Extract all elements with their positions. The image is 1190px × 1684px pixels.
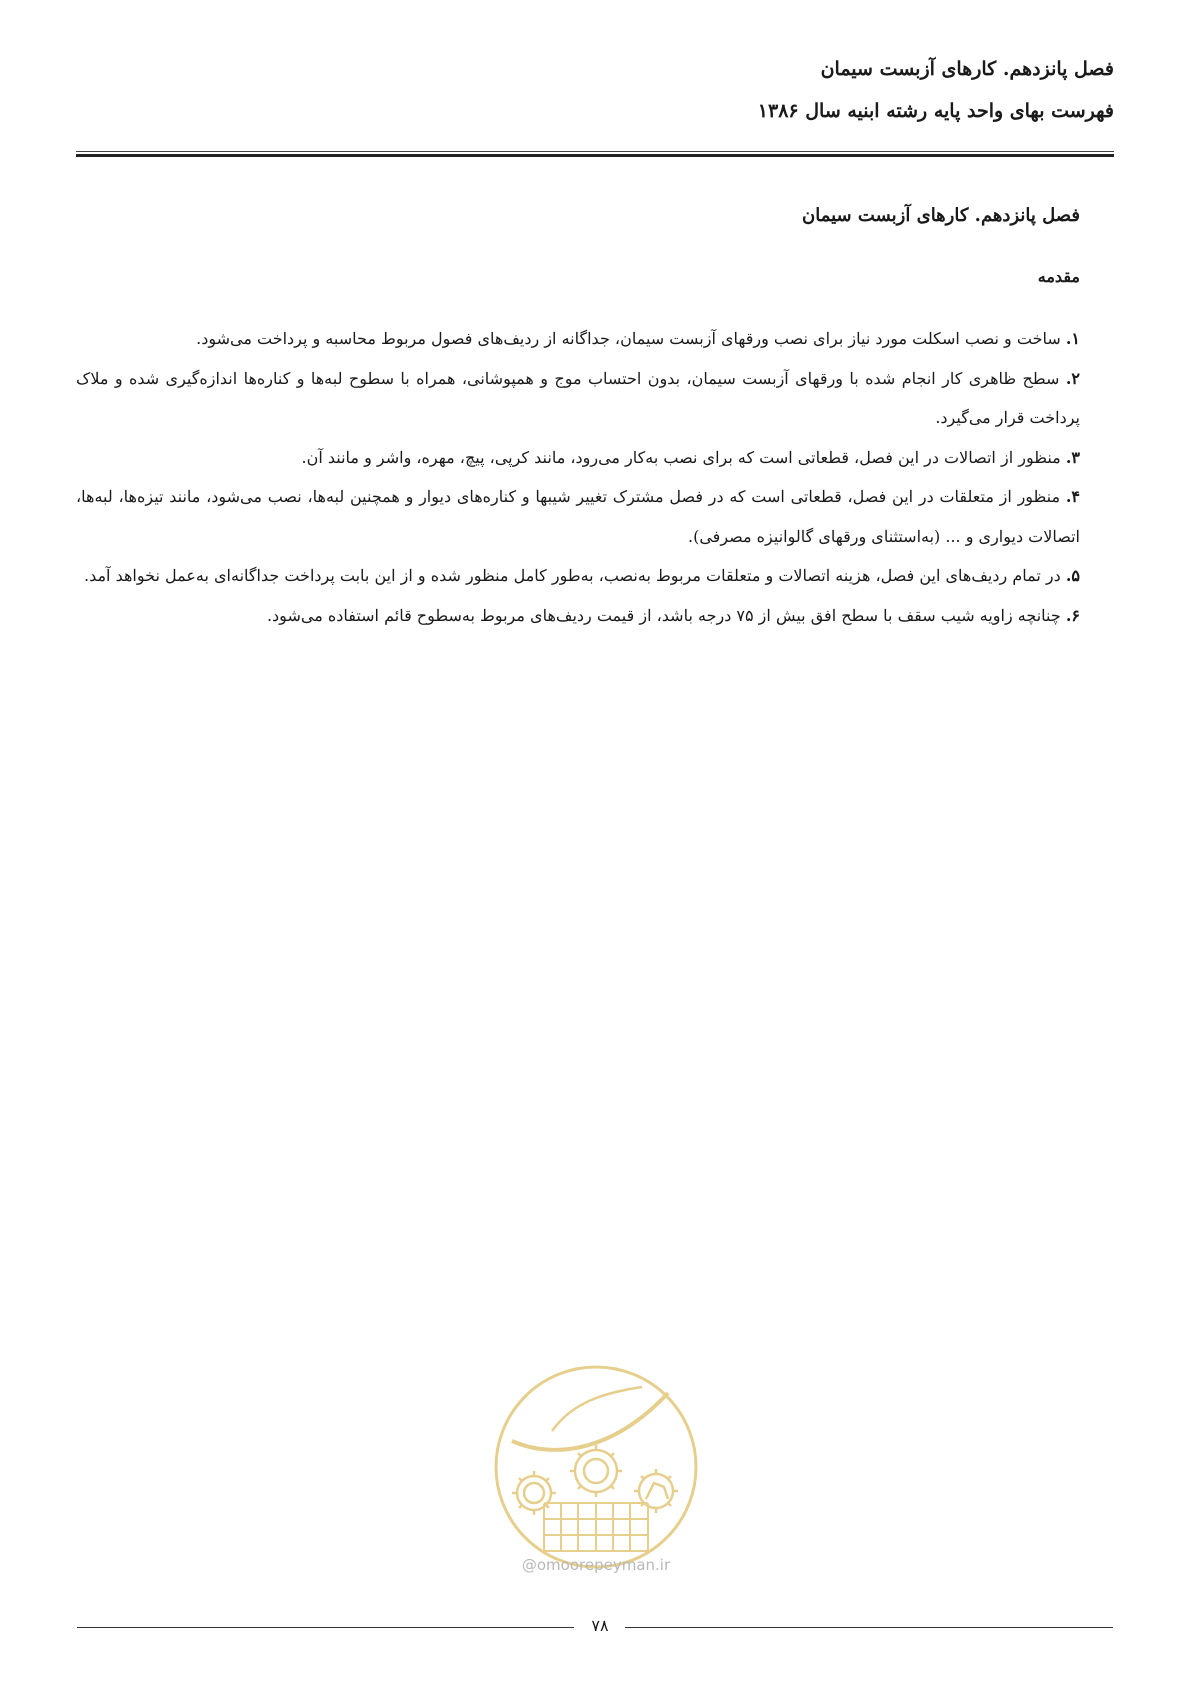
header-document-title: فهرست بهای واحد پایه رشته ابنیه سال ۱۳۸۶ <box>757 100 1114 122</box>
item-number: ۵. <box>1065 566 1080 585</box>
header-chapter-title: فصل پانزدهم. کارهای آزبست سیمان <box>820 58 1114 80</box>
footer-rule-left <box>77 1627 574 1628</box>
building-grid-icon <box>544 1503 648 1551</box>
logo-stroke-group <box>496 1367 696 1567</box>
item-text: سطح ظاهری کار انجام شده با ورقهای آزبست سیمان، بدون احتساب موج و همپوشانی، همراه با سطوح لبه‌ها و کناره‌ها اندازه‌گیری شده و ملاک پرداخت قرار می‌گیرد. <box>76 368 1080 427</box>
item-text: منظور از اتصالات در این فصل، قطعاتی است که برای نصب به‌کار می‌رود، مانند کرپی، پیچ، مهره، واشر و مانند آن. <box>301 447 1066 467</box>
item-number: ۳. <box>1065 447 1080 467</box>
watermark-logo <box>492 1363 700 1571</box>
scale-gear-icon <box>512 1471 556 1515</box>
main-content <box>76 204 1080 635</box>
item-text: در تمام ردیف‌های این فصل، هزینه اتصالات و متعلقات مربوط به‌نصب، به‌طور کامل منظور شده و از این بابت پرداخت جداگانه‌ای به‌عمل نخواهد آمد. <box>84 566 1066 585</box>
item-text: چنانچه زاویه شیب سقف با سطح افق بیش از ۷۵ درجه باشد، از قیمت ردیف‌های مربوط به‌سطوح قائم استفاده می‌شود. <box>266 605 1066 625</box>
numbered-list <box>76 319 1080 635</box>
chapter-title: فصل پانزدهم. کارهای آزبست سیمان <box>802 205 1080 226</box>
item-number: ۲. <box>1065 368 1080 388</box>
item-number: ۴. <box>1065 487 1081 506</box>
header-rule-thin <box>76 151 1114 152</box>
item-number: ۱. <box>1065 329 1080 348</box>
list-item <box>76 359 1080 438</box>
item-number: ۶. <box>1065 605 1080 625</box>
list-item <box>76 477 1080 556</box>
section-title: مقدمه <box>1037 267 1080 286</box>
running-header <box>114 58 1114 122</box>
list-item <box>76 596 1080 636</box>
page-number: ۷۸ <box>591 1616 609 1635</box>
emblem-gear-icon <box>570 1445 622 1497</box>
list-item <box>76 438 1080 478</box>
list-item <box>76 556 1080 596</box>
header-rule-thick <box>76 154 1114 157</box>
footer-rule-right <box>625 1627 1113 1628</box>
item-text: منظور از متعلقات در این فصل، قطعاتی است که در فصل مشترک تغییر شیبها و کناره‌های دیوار و همچنین لبه‌ها، نصب می‌شود، مانند تیزه‌ها، لبه‌ها، اتصالات دیواری و ... (به‌استثنای ورقهای گالوانیزه مصرفی). <box>76 487 1080 546</box>
item-text: ساخت و نصب اسکلت مورد نیاز برای نصب ورقهای آزبست سیمان، جداگانه از ردیف‌های فصول مربوط محاسبه و پرداخت می‌شود. <box>196 329 1066 348</box>
watermark-handle: @omoorepeyman.ir <box>521 1556 671 1574</box>
list-item <box>76 319 1080 359</box>
excavator-gear-icon <box>634 1469 678 1513</box>
